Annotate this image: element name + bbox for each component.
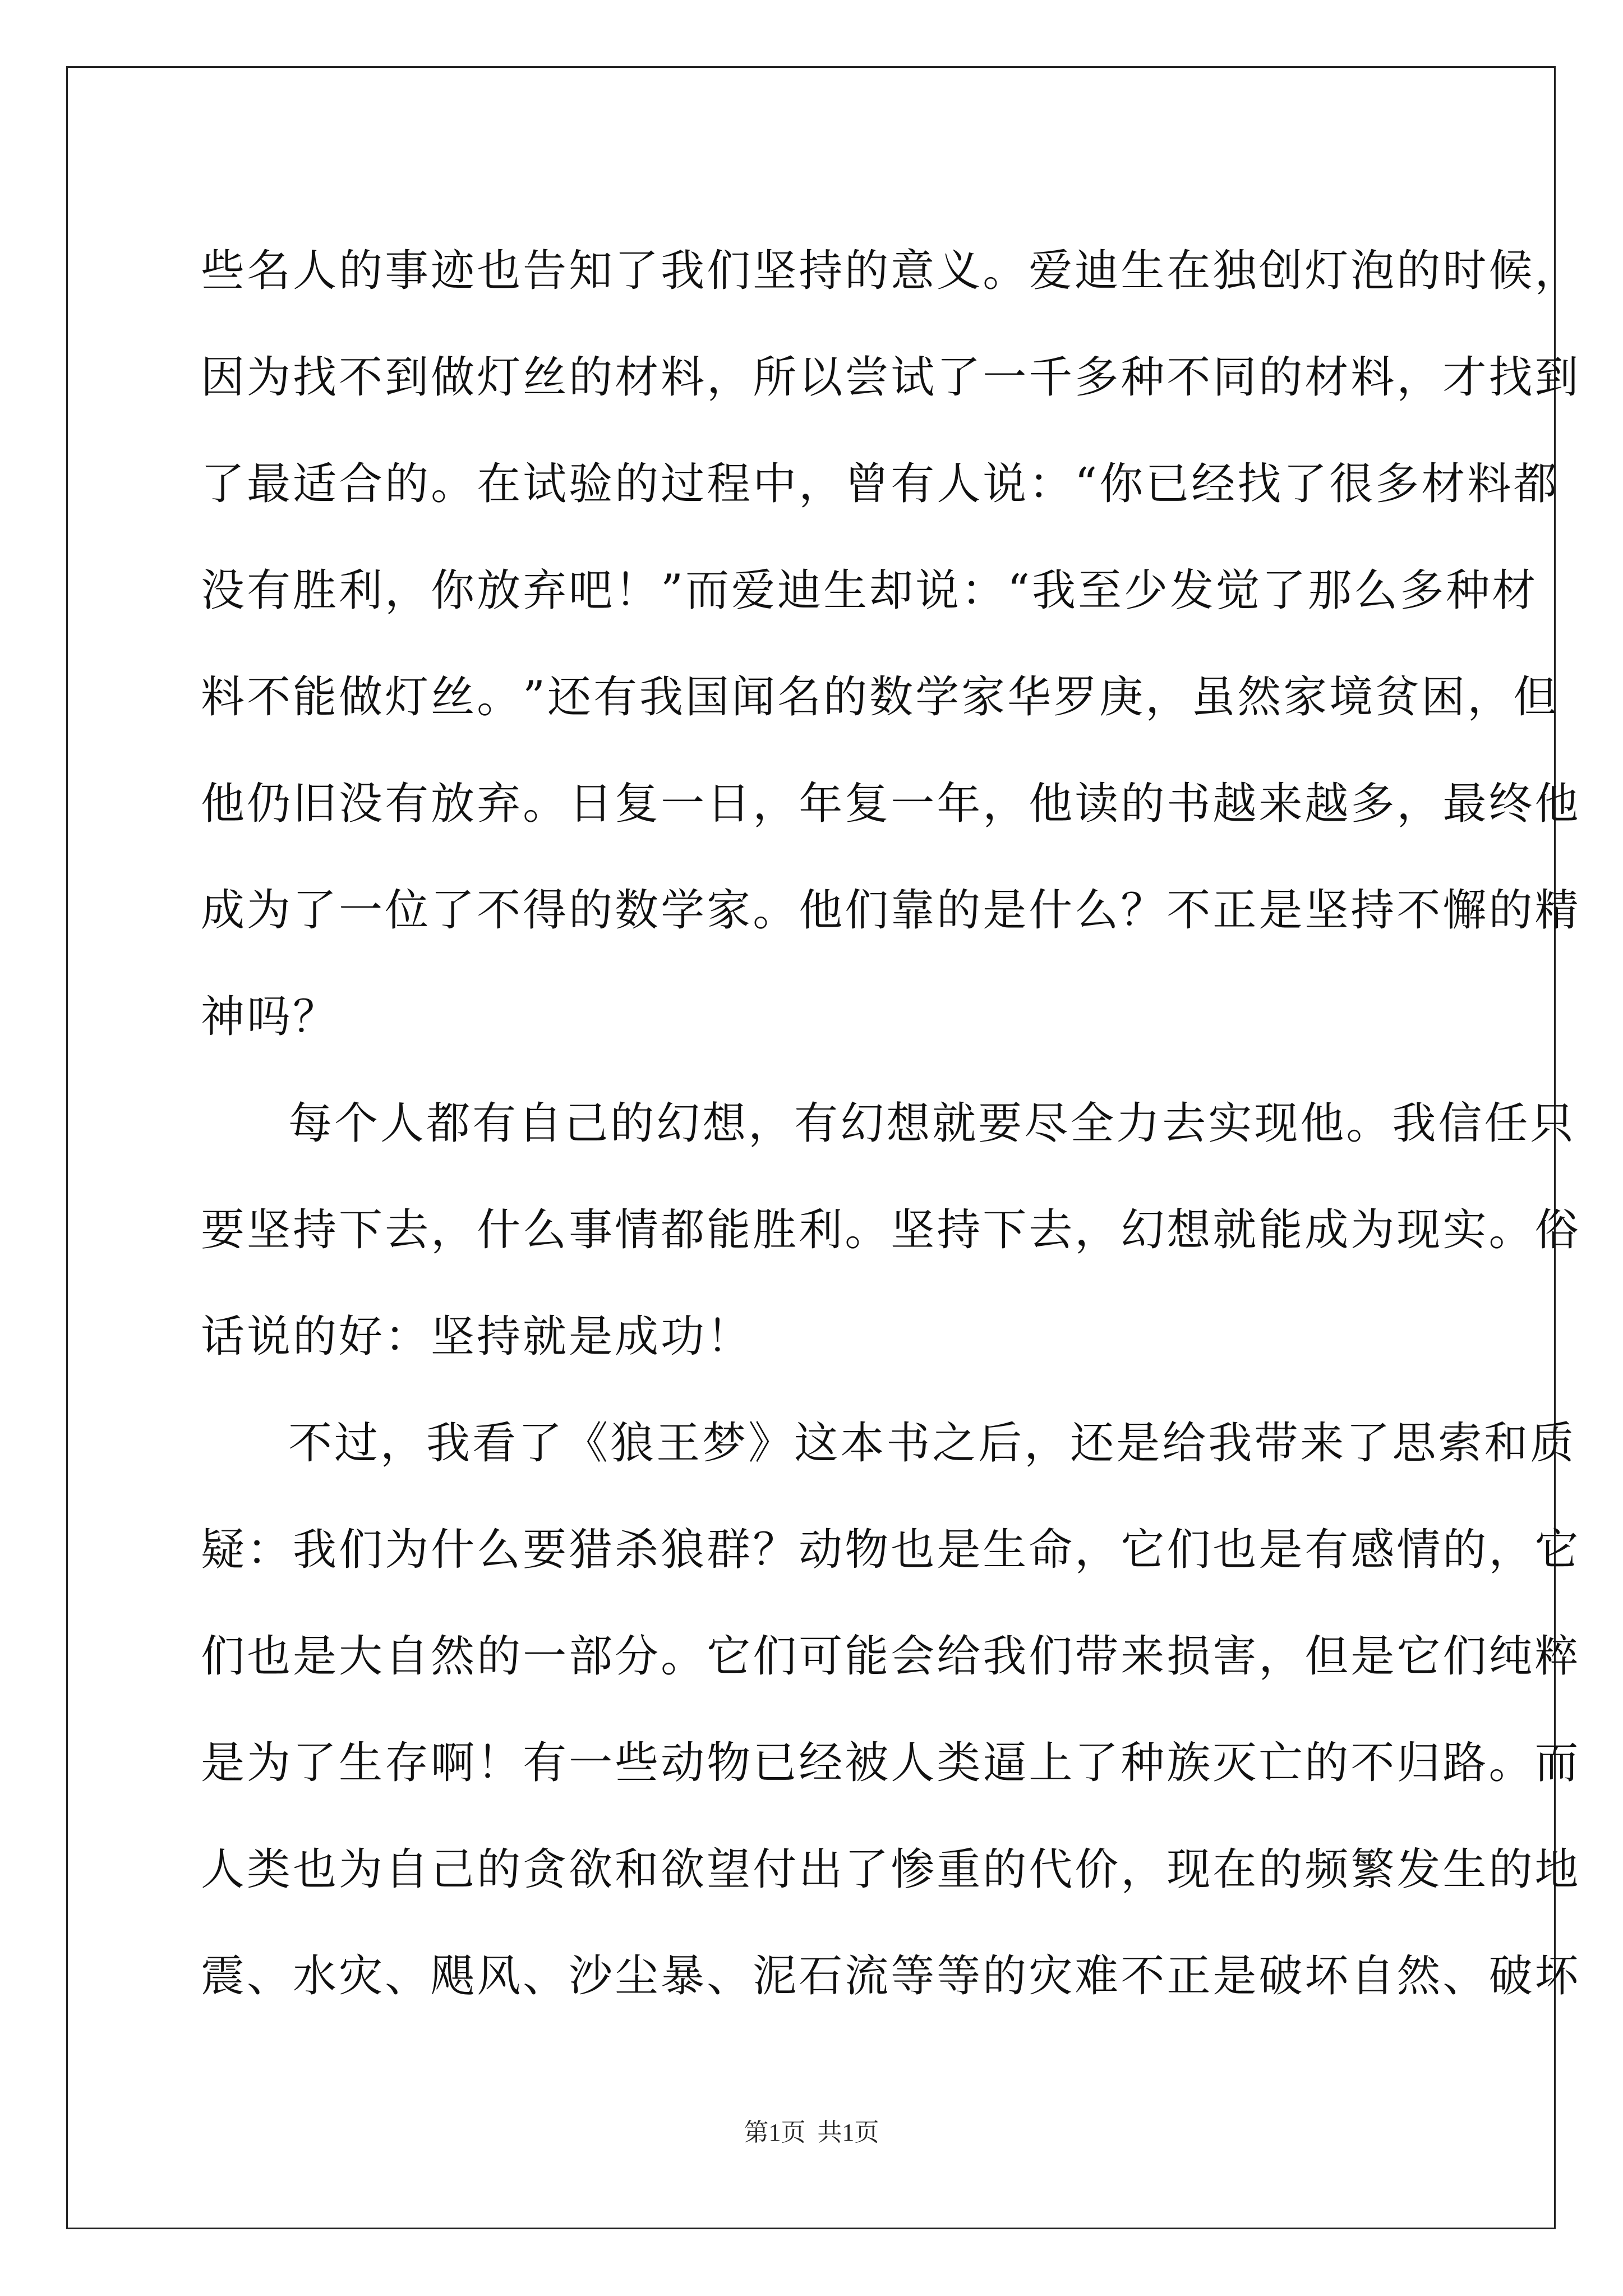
- text-line: 些 名 人 的 事 迹 也 告 知 了 我 们 坚 持 的 意 义 。 爱 迪 生 在 独 创 灯 泡 的 时 候 ，: [201, 246, 1581, 296]
- text-line: 料 不 能 做 灯 丝 。 ” 还 有 我 国 闻 名 的 数 学 家 华 罗 庚 ， 虽 然 家 境 贫 困 ， 但: [201, 672, 1560, 723]
- text-line: 疑 ： 我 们 为 什 么 要 猎 杀 狼 群 ？ 动 物 也 是 生 命 ， 它 们 也 是 有 感 情 的 ， 它: [201, 1525, 1581, 1575]
- text-line: 是 为 了 生 存 啊 ！ 有 一 些 动 物 已 经 被 人 类 逼 上 了 种 族 灭 亡 的 不 归 路 。 而: [201, 1738, 1581, 1788]
- text-line: 因 为 找 不 到 做 灯 丝 的 材 料 ， 所 以 尝 试 了 一 千 多 种 不 同 的 材 料 ， 才 找 到: [201, 352, 1581, 403]
- text-line: 震 、 水 灾 、 飓 风 、 沙 尘 暴 、 泥 石 流 等 等 的 灾 难 不 正 是 破 坏 自 然 、 破 坏: [201, 1951, 1581, 2001]
- text-line: 每 个 人 都 有 自 己 的 幻 想 ， 有 幻 想 就 要 尽 全 力 去 实 现 他 。 我 信 任 只: [288, 1098, 1576, 1149]
- text-line: 了 最 适 合 的 。 在 试 验 的 过 程 中 ， 曾 有 人 说 ： “ 你 已 经 找 了 很 多 材 料 都: [201, 459, 1560, 509]
- text-line: 没 有 胜 利 ， 你 放 弃 吧 ！ ” 而 爱 迪 生 却 说 ： “ 我 至 少 发 觉 了 那 么 多 种 材: [201, 565, 1538, 616]
- text-line: 神吗？: [201, 992, 339, 1042]
- text-line: 他 仍 旧 没 有 放 弃 。 日 复 一 日 ， 年 复 一 年 ， 他 读 的 书 越 来 越 多 ， 最 终 他: [201, 779, 1581, 829]
- document-body: [201, 218, 1581, 2030]
- page-footer: 第1页 共1页: [744, 2119, 879, 2146]
- text-line: 要 坚 持 下 去 ， 什 么 事 情 都 能 胜 利 。 坚 持 下 去 ， 幻 想 就 能 成 为 现 实 。 俗: [201, 1205, 1581, 1255]
- text-line: 成 为 了 一 位 了 不 得 的 数 学 家 。 他 们 靠 的 是 什 么 ？ 不 正 是 坚 持 不 懈 的 精: [201, 885, 1581, 936]
- text-line: 人 类 也 为 自 己 的 贪 欲 和 欲 望 付 出 了 惨 重 的 代 价 ， 现 在 的 频 繁 发 生 的 地: [201, 1844, 1581, 1895]
- text-line: 们 也 是 大 自 然 的 一 部 分 。 它 们 可 能 会 给 我 们 带 来 损 害 ， 但 是 它 们 纯 粹: [201, 1631, 1581, 1682]
- text-line: 话说的好：坚持就是成功！: [201, 1312, 753, 1362]
- text-line: 不 过 ， 我 看 了 《 狼 王 梦 》 这 本 书 之 后 ， 还 是 给 我 带 来 了 思 索 和 质: [288, 1418, 1576, 1469]
